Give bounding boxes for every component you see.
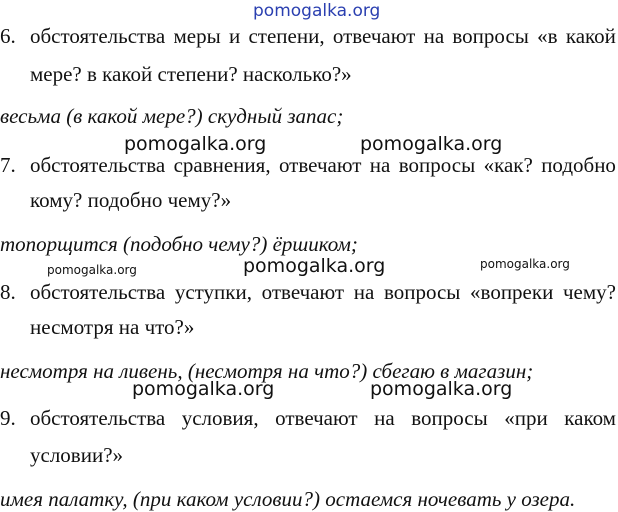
item-text-line2: кому? подобно чему?» — [30, 188, 232, 212]
word: «в — [537, 24, 558, 48]
item-number: 9. — [0, 406, 16, 430]
item-number: 8. — [0, 280, 16, 304]
example-9: имея палатку, (при каком условии?) остаемся ночевать у озера. — [0, 487, 576, 511]
word: «при — [504, 406, 548, 430]
watermark: pomogalka.org — [480, 257, 570, 271]
item-text-line2: мере? в какой степени? насколько?» — [30, 62, 352, 86]
item-number: 6. — [0, 24, 16, 48]
word: вопросы — [383, 280, 461, 304]
watermark-top: pomogalka.org — [253, 1, 381, 21]
watermark: pomogalka.org — [124, 133, 267, 155]
word: сравнения, — [173, 153, 271, 177]
word: чему? — [562, 280, 616, 304]
word: вопросы — [411, 406, 488, 430]
word: на — [353, 280, 375, 304]
word: меры — [173, 24, 221, 48]
word: на — [369, 153, 391, 177]
item-text-line1 — [30, 153, 616, 177]
word: отвечают — [332, 24, 416, 48]
word: обстоятельства — [30, 153, 166, 177]
word: отвечают — [278, 153, 362, 177]
item-number: 7. — [0, 153, 16, 177]
word: подобно — [541, 153, 616, 177]
item-text-line1 — [30, 406, 616, 430]
example-8: несмотря на ливень, (несмотря на что?) сбегаю в магазин; — [0, 359, 534, 383]
word: обстоятельства — [30, 406, 166, 430]
word: условия, — [181, 406, 259, 430]
word: и — [228, 24, 241, 48]
word: уступки, — [174, 280, 252, 304]
word: «как? — [483, 153, 533, 177]
example-6: весьма (в какой мере?) скудный запас; — [0, 104, 344, 128]
word: степени, — [248, 24, 325, 48]
word: каком — [564, 406, 616, 430]
word: отвечают — [275, 406, 358, 430]
word: вопросы — [398, 153, 476, 177]
word: обстоятельства — [30, 280, 166, 304]
word: «вопреки — [470, 280, 554, 304]
word: какой — [565, 24, 616, 48]
word: обстоятельства — [30, 24, 166, 48]
watermark: pomogalka.org — [360, 133, 503, 155]
item-text-line2: несмотря на что?» — [30, 315, 195, 339]
item-text-line1 — [30, 280, 616, 304]
watermark: pomogalka.org — [47, 263, 137, 277]
word: вопросы — [452, 24, 529, 48]
item-text-line1 — [30, 24, 616, 48]
word: на — [423, 24, 445, 48]
watermark: pomogalka.org — [370, 378, 513, 400]
watermark: pomogalka.org — [132, 378, 275, 400]
watermark: pomogalka.org — [243, 255, 386, 277]
word: отвечают — [261, 280, 345, 304]
word: на — [374, 406, 395, 430]
example-7: топорщится (подобно чему?) ёршиком; — [0, 232, 358, 256]
item-text-line2: условии?» — [30, 443, 124, 467]
